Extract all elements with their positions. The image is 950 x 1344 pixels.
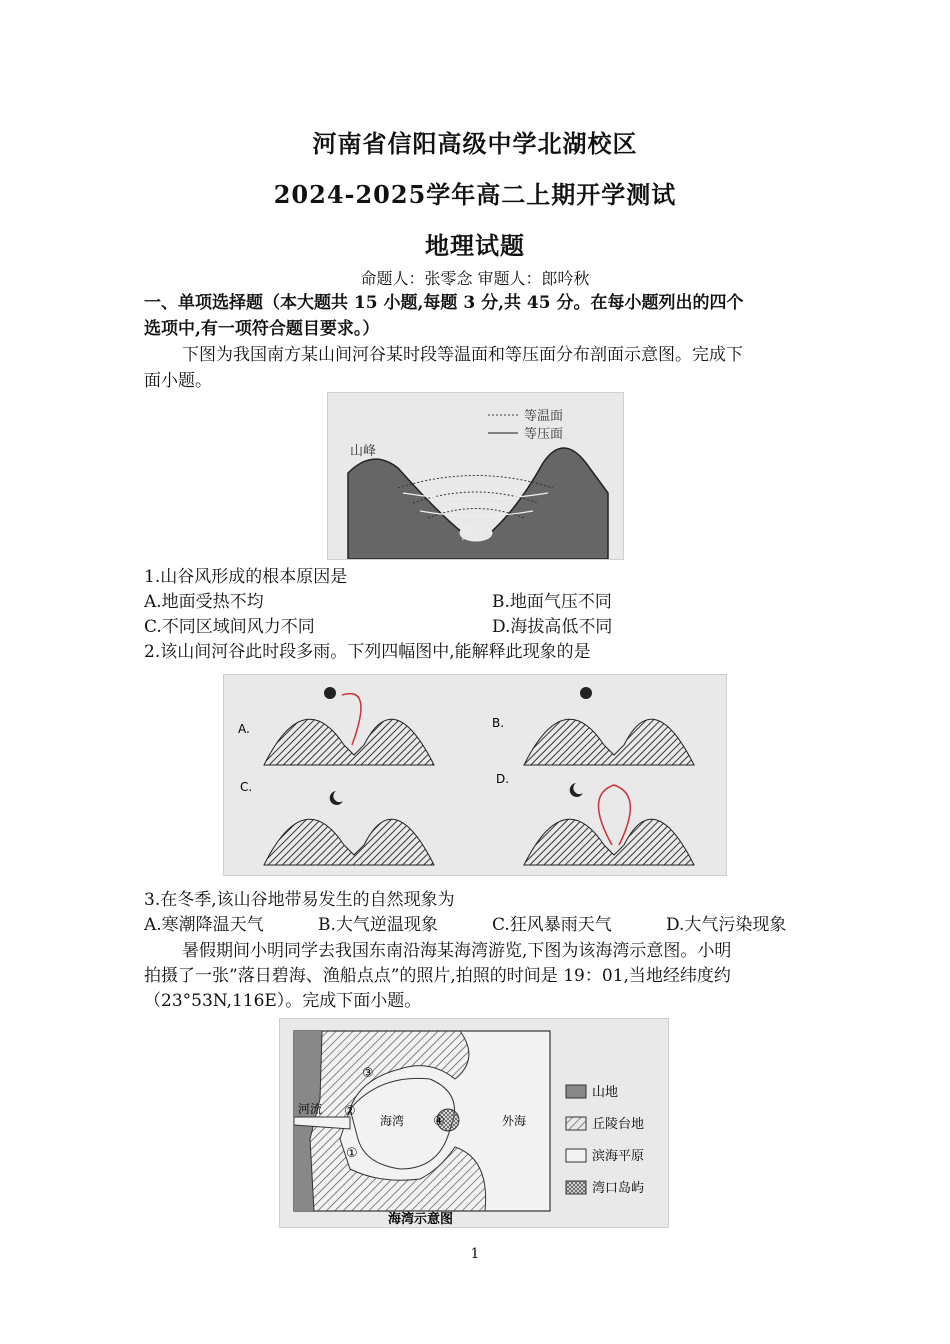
diagram-a xyxy=(238,687,434,765)
authors-line: 命题人：张零念 审题人：郎吟秋 xyxy=(360,269,590,288)
legend-plain-swatch xyxy=(566,1149,586,1162)
mountain-shape xyxy=(348,448,608,559)
valley-profile-svg xyxy=(328,393,623,559)
q1-option-d: D.海拔高低不同 xyxy=(492,617,613,637)
moon-icon xyxy=(570,783,583,797)
valley-label: 河谷 xyxy=(461,528,486,542)
q3-stem: 3.在冬季,该山谷地带易发生的自然现象为 xyxy=(144,890,455,910)
diagram-c-label: C. xyxy=(240,780,253,794)
marker-2: ② xyxy=(344,1104,356,1119)
diagram-a-arrow xyxy=(342,694,361,745)
diagram-a-label: A. xyxy=(238,722,250,736)
valley-profile-figure xyxy=(327,392,624,560)
q1-option-a: A.地面受热不均 xyxy=(144,592,264,612)
bay-map-figure xyxy=(279,1018,669,1228)
legend-plain-label: 滨海平原 xyxy=(592,1149,645,1164)
diagram-d-arrow xyxy=(598,785,630,845)
q1-stem: 1.山谷风形成的根本原因是 xyxy=(144,567,348,587)
exam-title: 2024-2025学年高二上期开学测试 xyxy=(273,180,677,209)
diagram-b xyxy=(492,687,694,765)
section-title-line1: 一、单项选择题（本大题共 15 小题,每题 3 分,共 45 分。在每小题列出的四个 xyxy=(144,293,744,313)
q3-option-c: C.狂风暴雨天气 xyxy=(492,915,612,935)
q2-stem: 2.该山间河谷此时段多雨。下列四幅图中,能解释此现象的是 xyxy=(144,642,591,662)
sun-icon xyxy=(324,687,336,699)
peak-label: 山峰 xyxy=(350,444,377,459)
four-options-figure xyxy=(223,674,727,876)
moon-icon xyxy=(330,791,343,805)
legend-mountain-swatch xyxy=(566,1085,586,1098)
intro1-line2: 面小题。 xyxy=(144,371,212,391)
diagram-d-mountains xyxy=(524,819,694,865)
q3-option-d: D.大气污染现象 xyxy=(666,915,787,935)
bay-label: 海湾 xyxy=(380,1114,405,1128)
intro2-line1: 暑假期间小明同学去我国东南沿海某海湾游览,下图为该海湾示意图。小明 xyxy=(182,941,732,961)
marker-3: ③ xyxy=(362,1066,374,1081)
diagram-d xyxy=(496,772,694,865)
bay-map-svg xyxy=(280,1019,668,1227)
q1-option-b: B.地面气压不同 xyxy=(492,592,612,612)
sun-icon xyxy=(580,687,592,699)
legend-hill-swatch xyxy=(566,1117,586,1130)
marker-1: ① xyxy=(346,1146,358,1161)
four-options-svg xyxy=(224,675,726,875)
q3-option-b: B.大气逆温现象 xyxy=(318,915,438,935)
intro1-line1: 下图为我国南方某山间河谷某时段等温面和等压面分布剖面示意图。完成下 xyxy=(182,345,743,365)
diagram-b-mountains xyxy=(524,719,694,765)
legend-hill-label: 丘陵台地 xyxy=(592,1117,645,1132)
intro2-line2: 拍摄了一张”落日碧海、渔船点点”的照片,拍照的时间是 19：01,当地经纬度约 xyxy=(144,966,731,986)
q3-option-a: A.寒潮降温天气 xyxy=(144,915,264,935)
school-title: 河南省信阳高级中学北湖校区 xyxy=(312,129,638,158)
legend-mountain-label: 山地 xyxy=(592,1085,619,1100)
map-caption: 海湾示意图 xyxy=(388,1212,454,1227)
diagram-a-mountains xyxy=(264,719,434,765)
legend-isotherm-label: 等温面 xyxy=(524,409,564,424)
q1-option-c: C.不同区域间风力不同 xyxy=(144,617,315,637)
diagram-d-label: D. xyxy=(496,772,510,786)
diagram-b-label: B. xyxy=(492,716,505,730)
legend-island-label: 湾口岛屿 xyxy=(592,1181,645,1196)
legend-island-swatch xyxy=(566,1181,586,1194)
page-number: 1 xyxy=(470,1246,480,1262)
river-label: 河流 xyxy=(298,1102,323,1116)
diagram-c xyxy=(240,780,434,865)
diagram-c-mountains xyxy=(264,819,434,865)
open-sea-label: 外海 xyxy=(502,1114,527,1128)
marker-4: ④ xyxy=(433,1114,445,1129)
section-title-line2: 选项中,有一项符合题目要求。） xyxy=(144,319,380,339)
intro2-line3: （23°53N,116E）。完成下面小题。 xyxy=(144,991,422,1011)
subject-title: 地理试题 xyxy=(425,231,525,260)
legend-isobar-label: 等压面 xyxy=(524,427,564,442)
